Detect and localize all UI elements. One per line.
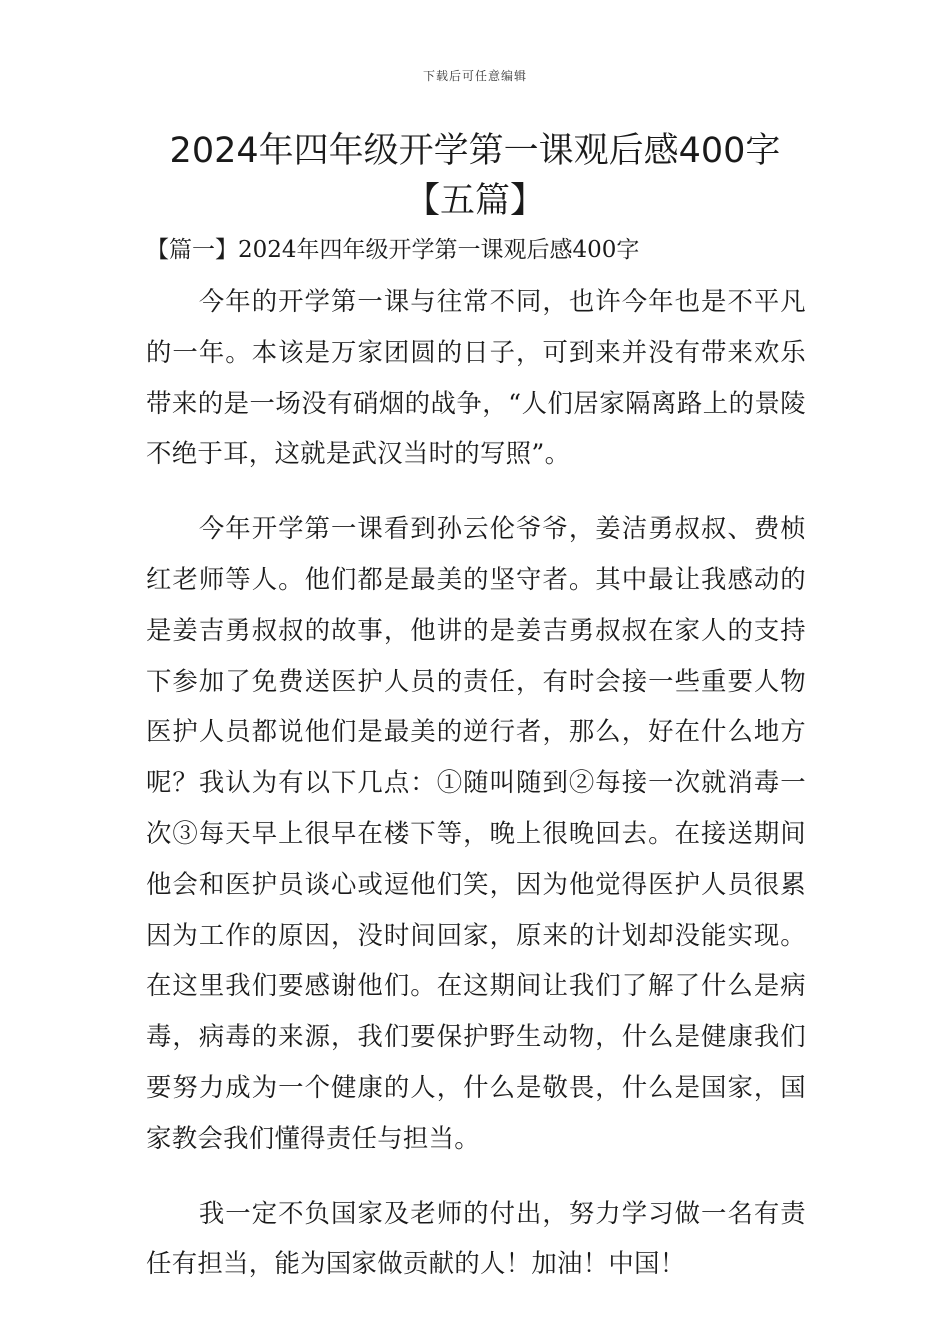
section-heading: 【篇一】2024年四年级开学第一课观后感400字 [146,237,640,263]
header-note: 下载后可任意编辑 [422,69,527,83]
paragraph-3: 我一定不负国家及老师的付出，努力学习做一名有责任有担当，能为国家做贡献的人！加油！中国！ [146,1197,806,1279]
title-line-1: 2024年四年级开学第一课观后感400字 [169,131,781,171]
title-line-2: 【五篇】 [404,181,545,221]
paragraph-2: 今年开学第一课看到孙云伦爷爷，姜洁勇叔叔、费桢红老师等人。他们都是最美的坚守者。其中最让我感动的是姜吉勇叔叔的故事，他讲的是姜吉勇叔叔在家人的支持下参加了免费送医护人员的责任，有时会接一些重要人物医护人员都说他们是最美的逆行者，那么，好在什么地方呢？我认为有以下几点：①随叫随到②每接一次就消毒一次③每天早上很早在楼下等，晚上很晚回去。在接送期间他会和医护员谈心或逗他们笑，因为他觉得医护人员很累因为工作的原因，没时间回家，原来的计划却没能实现。在这里我们要感谢他们。在这期间让我们了解了什么是病毒，病毒的来源，我们要保护野生动物，什么是健康我们要努力成为一个健康的人，什么是敬畏，什么是国家，国家教会我们懂得责任与担当。 [146,513,806,1153]
document-title [100,126,850,226]
paragraph-1: 今年的开学第一课与往常不同，也许今年也是不平凡的一年。本该是万家团圆的日子，可到来并没有带来欢乐带来的是一场没有硝烟的战争，“人们居家隔离路上的景陵不绝于耳，这就是武汉当时的写照”。 [146,286,806,469]
body-text [146,276,806,1289]
